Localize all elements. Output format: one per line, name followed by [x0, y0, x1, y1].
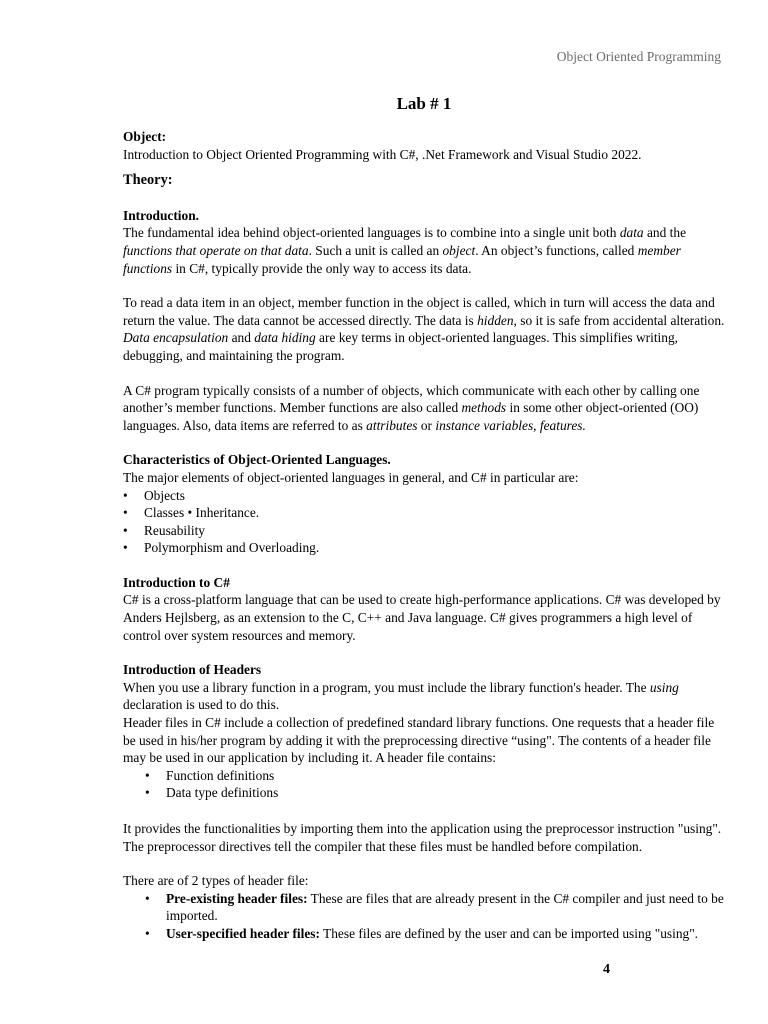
object-text: Introduction to Object Oriented Programming with C#, .Net Framework and Visual Studio 2022. — [123, 146, 642, 162]
introduction-heading: Introduction. — [123, 207, 200, 223]
introduction-paragraph-2: To read a data item in an object, member function in the object is called, which in turn will access the data and return the value. The data cannot be accessed directly. The data is hidden, so it is safe from accidental alteration. Data encapsulation and data hiding are key terms in object-oriented languages. This simplifies writing, debugging, and maintaining the program. — [123, 295, 725, 363]
lab-title: Lab # 1 — [396, 94, 452, 113]
headers-paragraph-3: It provides the functionalities by importing them into the application using the preprocessor instruction "using". The preprocessor directives tell the compiler that these files must be handled before compilation. — [123, 821, 722, 854]
list-item: • Polymorphism and Overloading. — [123, 540, 320, 556]
header-types-intro: There are of 2 types of header file: — [123, 873, 309, 889]
introduction-paragraph-1: The fundamental idea behind object-oriented languages is to combine into a single unit both data and the functions that operate on that data. Such a unit is called an object. An object’s functions, called member functions in C#, typically provide the only way to access its data. — [123, 225, 687, 276]
list-item: • Pre-existing header files: These are files that are already present in the C# compiler and just need to be imported. — [145, 890, 724, 924]
introduction-paragraph-3: A C# program typically consists of a number of objects, which communicate with each other by calling one another’s member functions. Member functions are also called methods in some other object-oriented (OO) languages. Also, data items are referred to as attributes or instance variables, features. — [123, 382, 700, 433]
headers-paragraph-1: When you use a library function in a program, you must include the library function's header. The using declaration is used to do this. — [123, 679, 679, 713]
bullet: • — [123, 540, 128, 556]
list-item: • Function definitions — [145, 767, 275, 783]
page-content — [123, 93, 725, 943]
list-item: • Classes • Inheritance. — [123, 505, 260, 521]
csharp-intro-text: C# is a cross-platform language that can be used to create high-performance applications. C# was developed by Anders Hejlsberg, as an extension to the C, C++ and Java language. C# gives programmers a high level of control over system resources and memory. — [123, 592, 721, 643]
bullet: • — [123, 505, 128, 521]
headers-paragraph-2: Header files in C# include a collection of predefined standard library functions. One requests that a header file be used in his/her program by adding it with the preprocessing directive “using". The contents of a header file may be used in our application by including it. A header file contains: — [123, 715, 715, 766]
bullet: • — [145, 925, 150, 941]
bullet: • — [145, 767, 150, 783]
list-item: • Objects — [123, 487, 185, 503]
bullet: • — [145, 890, 150, 906]
list-item: • Reusability — [123, 522, 205, 538]
theory-heading: Theory: — [123, 172, 173, 189]
bullet: • — [123, 487, 128, 503]
bullet: • — [123, 522, 128, 538]
characteristics-intro: The major elements of object-oriented languages in general, and C# in particular are: — [123, 469, 579, 485]
header-contents-list — [123, 767, 725, 802]
characteristics-heading: Characteristics of Object-Oriented Languages. — [123, 452, 391, 468]
header-types-list — [123, 890, 725, 943]
page-number: 4 — [603, 962, 610, 977]
headers-intro-heading: Introduction of Headers — [123, 662, 262, 678]
list-item: • Data type definitions — [145, 785, 279, 801]
csharp-intro-heading: Introduction to C# — [123, 574, 230, 590]
list-item: • User-specified header files: These files are defined by the user and can be imported using "using". — [145, 925, 699, 941]
running-header: Object Oriented Programming — [556, 49, 721, 64]
bullet: • — [145, 785, 150, 801]
object-heading: Object: — [123, 129, 167, 144]
characteristics-list — [123, 487, 725, 557]
